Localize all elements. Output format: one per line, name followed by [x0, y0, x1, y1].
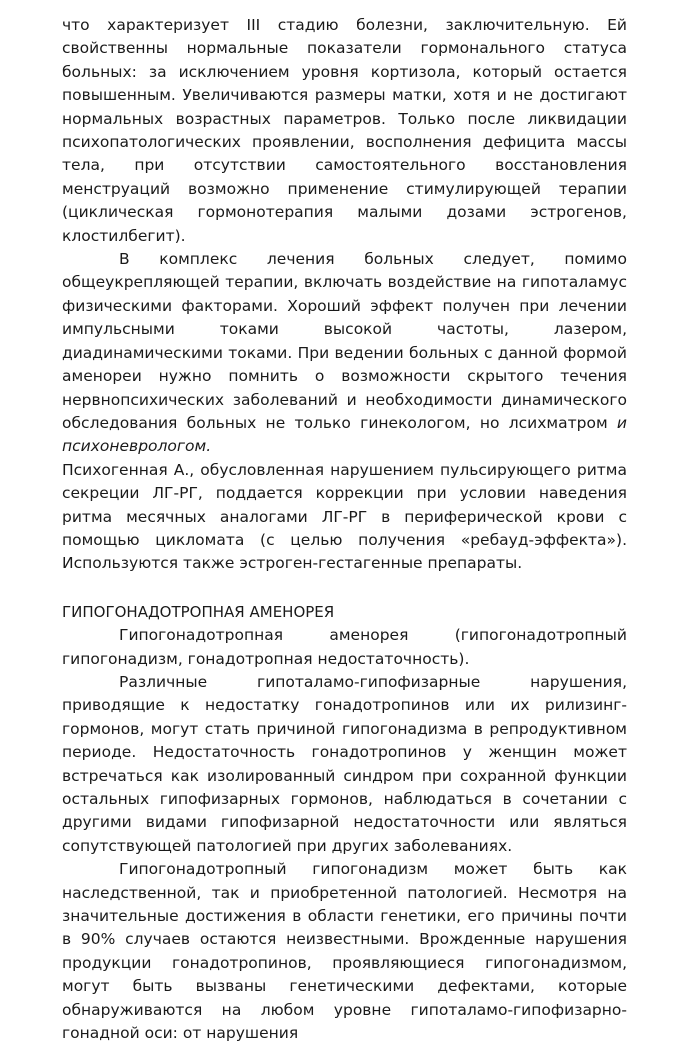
section-heading: ГИПОГОНАДОТРОПНАЯ АМЕНОРЕЯ [62, 602, 335, 621]
section-spacer [62, 576, 627, 601]
paragraph-treatment-italic: и психоневрологом. [62, 413, 627, 456]
paragraph-stage-three: что характеризует III стадию болезни, заключительную. Ей свойственны нормальные показатели гормонального статуса больных: за исключением уровня кортизола, который остается повышенным. Увеличиваются размеры матки, хотя и не достигают нормальных возрастных параметров. Только после ликвидации психопатологических проявлении, восполнения дефицита массы тела, при отсутствии самостоятельного восстановления менструаций возможно применение стимулирующей терапии (циклическая гормонотерапия малыми дозами эстрогенов, клостилбегит). [62, 16, 627, 245]
paragraph-treatment-text: В комплекс лечения больных следует, помимо общеукрепляющей терапии, включать воздействие на гипоталамус физическими факторами. Хороший эффект получен при лечении импульсными токами высокой частоты, лазером, диадинамическими токами. При ведении больных с данной формой аменореи нужно помнить о возможности скрытого течения нервнопсихических заболеваний и необходимости динамического обследования больных не только гинекологом, но лсихматром [62, 250, 627, 432]
paragraph-definition: Гипогонадотропная аменорея (гипогонадотропный гипогонадизм, гонадотропная недостаточность). [62, 626, 627, 668]
paragraph-psychogenic: Психогенная А., обусловленная нарушением пульсирующего ритма секреции ЛГ-РГ, поддается коррекции при условии наведения ритма месячных аналогами ЛГ-РГ в периферической крови с помощью цикломата (с целью получения «ребауд-эффекта»). Используются также эстроген-гестагенные препараты. [62, 460, 627, 573]
document-page [62, 14, 627, 1045]
paragraph-hereditary: Гипогонадотропный гипогонадизм может быть как наследственной, так и приобретенной патологией. Несмотря на значительные достижения в области генетики, его причины почти в 90% случаев остаются неизвестными. Врожденные нарушения продукции гонадотропинов, проявляющиеся гипогонадизмом, могут быть вызваны генетическими дефектами, которые обнаруживаются на любом уровне гипоталамо-гипофизарно-гонадной оси: от нарушения [62, 860, 627, 1043]
paragraph-causes: Различные гипоталамо-гипофизарные нарушения, приводящие к недостатку гонадотропинов или их рилизинг-гормонов, могут стать причиной гипогонадизма в репродуктивном периоде. Недостаточность гонадотропинов у женщин может встречаться как изолированный синдром при сохранной функции остальных гипофизарных гормонов, наблюдаться в сочетании с другими видами гипофизарной недостаточности или являться сопутствующей патологией при других заболеваниях. [62, 672, 627, 855]
paragraph-treatment [62, 248, 627, 459]
